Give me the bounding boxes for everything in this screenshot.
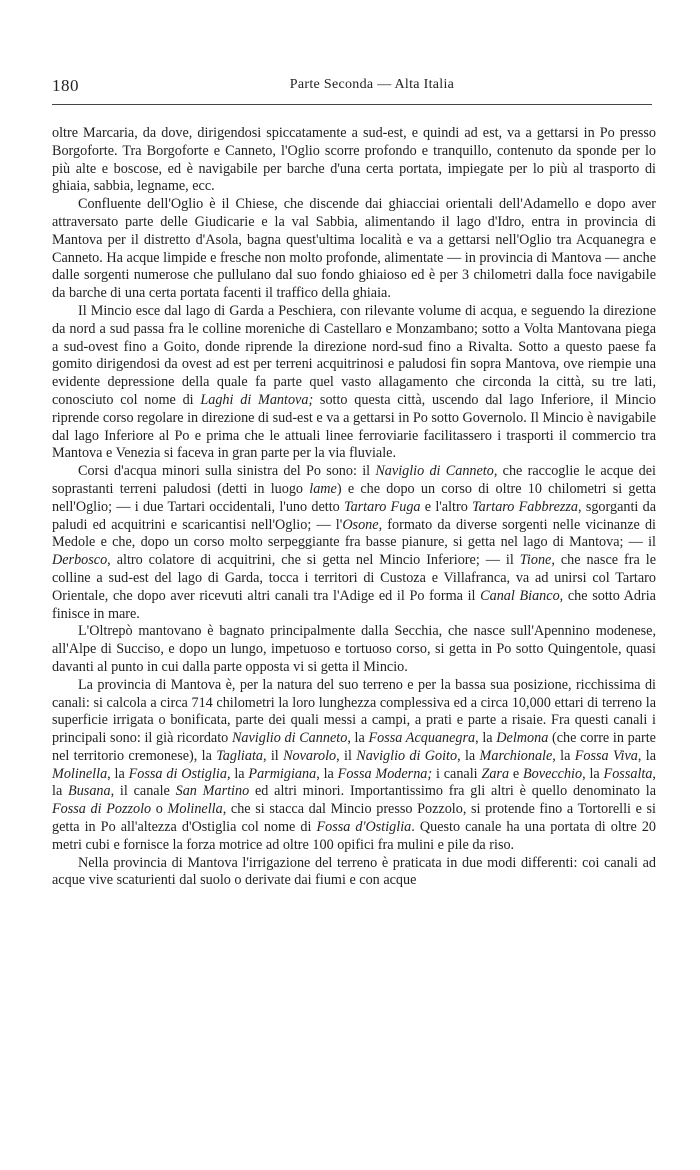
italic-term: Derbosco [52,552,108,569]
page-number: 180 [52,76,79,95]
text-run: , la [582,765,604,782]
italic-term: Marchionale [479,747,553,764]
italic-term: Fossa d'Ostiglia [316,819,412,836]
italic-term: Bovecchio [523,765,583,782]
text-run: , il [263,747,284,764]
paragraph [52,463,656,623]
text-run: , il canale [110,783,176,800]
text-run: (che corre in parte nel territorio cremonese), la [52,730,656,764]
italic-term: Tione [519,552,552,569]
body-text [52,125,656,890]
italic-term: Busana [68,783,111,800]
italic-term: Tartaro Fuga [343,498,421,515]
paragraph [52,623,656,676]
text-run: i canali [432,765,482,782]
text-run: Nella provincia di Mantova l'irrigazione del terreno è praticata in due modi differenti: coi canali ad acque vive scaturienti dal suolo o derivate dai fiumi e con acque [52,854,656,889]
text-run: , la [475,730,497,747]
paragraph [52,196,656,303]
paragraph [52,677,656,855]
text-run: , che raccoglie le acque dei soprastanti terreni paludosi (detti in luogo [52,463,656,497]
text-run: , la [316,765,338,782]
paragraph [52,855,656,891]
paragraph [52,303,656,463]
text-run: , la [226,765,249,782]
text-run: ed altri minori. Importantissimo fra gli altri è quello denominato la [249,783,656,800]
text-run: La provincia di Mantova è, per la natura del suo terreno e per la bassa sua posizione, ricchissima di canali: si calcola a circa 714 chilometri la loro lunghezza complessiva ed a circa 10,000 ettari di terreno la superficie irrigata o bonificata, parte dei quali messi a campi, a prati e parte a risaie. Fra questi canali i principali sono: il già ricordato [52,676,656,747]
text-run: , che nasce fra le colline a sud-est del lago di Garda, tocca i territori di Custoza e Villafranca, va ad unirsi col Tartaro Orientale, che dopo aver ricevuti altri canali tra l'Adige ed il Po forma il [52,552,656,604]
paragraph [52,125,656,196]
italic-term: Osone [342,516,379,533]
text-run: , la [107,765,129,782]
italic-term: Laghi di Mantova; [200,391,314,408]
text-run: . Questo canale ha una portata di oltre 20 metri cubi e fornisce la forza motrice ad oltre 100 opifici fra mulini e pile da riso. [52,819,657,853]
italic-term: Molinella [52,765,108,782]
text-run: , la [457,747,480,764]
text-run: , altro colatore di acquitrini, che si getta nel Mincio Inferiore; — il [107,552,520,569]
italic-term: Fossa Acquanegra [368,730,476,747]
italic-term: Tartaro Fabbrezza [472,498,579,515]
italic-term: Fossa di Pozzolo [52,801,152,818]
italic-term: Molinella [167,801,223,818]
text-run: sotto questa città, uscendo dal lago Inferiore, il Mincio riprende corso regolare in direzione di sud-est e va a gettarsi in Po sotto Governolo. Il Mincio è navigabile dal lago Inferiore al Po e prima che le attuali linee ferroviarie facilitassero i trasporti il commercio tra Mantova e Venezia si faceva in gran parte per la via fluviale. [52,391,656,462]
text-run: oltre Marcaria, da dove, dirigendosi spiccatamente a sud-est, e quindi ad est, va a gettarsi in Po presso Borgoforte. Tra Borgoforte e Canneto, l'Oglio scorre profondo e tranquillo, contenuto da sponde per lo più alte e boscose, ed è navigabile per barche d'una certa portata, impiegate per lo più al trasporto di ghiaia, sabbia, legname, ecc. [52,125,656,195]
header-rule [52,104,652,105]
text-run: o [151,801,168,818]
italic-term: Canal Bianco [480,587,560,604]
running-title: Parte Seconda — Alta Italia [289,77,455,92]
text-run: , la [637,747,657,764]
text-run: , la [347,730,369,747]
italic-term: Tagliata [216,747,263,764]
italic-term: Fossalta [603,765,653,782]
text-run: , il [336,747,357,764]
italic-term: Zara [481,765,510,782]
italic-term: Naviglio di Goito [356,747,458,764]
text-run: , che si stacca dal Mincio presso Pozzolo, si protende fino a Tortorelli e si getta in Po all'altezza d'Ostiglia col nome di [52,801,656,836]
text-run: Confluente dell'Oglio è il Chiese, che discende dai ghiacciai orientali dell'Adamello e dopo aver attraversato parte delle Giudicarie e la val Sabbia, alimentando il lago d'Idro, entra in provincia di Mantova per il distretto d'Asola, bagna quest'ultima località e va a gettarsi nell'Oglio tra Acquanegra e Canneto. Ha acque limpide e fresche non molto profonde, alimentate — in provincia di Mantova — anche dalle sorgenti numerose che pullulano dal suo fondo ghiaioso ed è per 3 chilometri dalla foce navigabile da barche di una certa portata facenti il traffico della ghiaia. [52,196,656,302]
text-run: Corsi d'acqua minori sulla sinistra del Po sono: il [78,463,376,480]
text-run: ) e che dopo un corso di oltre 10 chilometri si getta nell'Oglio; — i due Tartari occidentali, l'uno detto [52,480,656,515]
text-run: , la [552,747,575,764]
text-run: e [509,765,524,782]
italic-term: Naviglio di Canneto [375,463,494,480]
text-run: , la [52,765,656,800]
italic-term: Delmona [496,730,549,747]
text-run: e l'altro [420,498,473,515]
italic-term: San Martino [175,783,250,800]
text-run: L'Oltrepò mantovano è bagnato principalmente dalla Secchia, che nasce sull'Apennino modenese, all'Alpe di Succiso, e dopo un lungo, impetuoso e tortuoso corso, si getta in Po sotto Quingentole, quasi davanti al punto in cui dalla parte opposta vi si getta il Mincio. [52,623,656,675]
italic-term: Fossa Moderna; [337,765,433,782]
italic-term: Novarolo [283,747,337,764]
italic-term: Fossa di Ostiglia [128,765,227,782]
italic-term: lame [309,480,337,497]
text-run: , formato da diverse sorgenti nelle vicinanze di Medole e che, dopo un corso molto serpeggiante fra basse pianure, si getta nel lago di Mantova; — il [52,516,657,551]
italic-term: Fossa Viva [574,747,638,764]
italic-term: Parmigiana [248,765,317,782]
text-run: , che sotto Adria finisce in mare. [52,587,656,622]
italic-term: Naviglio di Canneto [231,730,348,747]
text-run: Il Mincio esce dal lago di Garda a Peschiera, con rilevante volume di acqua, e seguendo la direzione da nord a sud passa fra le colline moreniche di Castellaro e Monzambano; sotto a Volta Mantovana piega a sud-ovest fino a Goito, donde riprende la direzione nord-sud fino a Rivalta. Sotto a questo paese fa gomito dirigendosi da ovest ad est per terreni acquitrinosi e paludosi fin sopra Mantova, ove riempie una evidente depressione della quale fa parte quel vasto allagamento che circonda la città, su tre lati, conosciuto col nome di [52,302,656,408]
text-run: , sgorganti da paludi ed acquitrini e scaricantisi nell'Oglio; — l' [52,498,656,533]
page-header [52,76,652,98]
